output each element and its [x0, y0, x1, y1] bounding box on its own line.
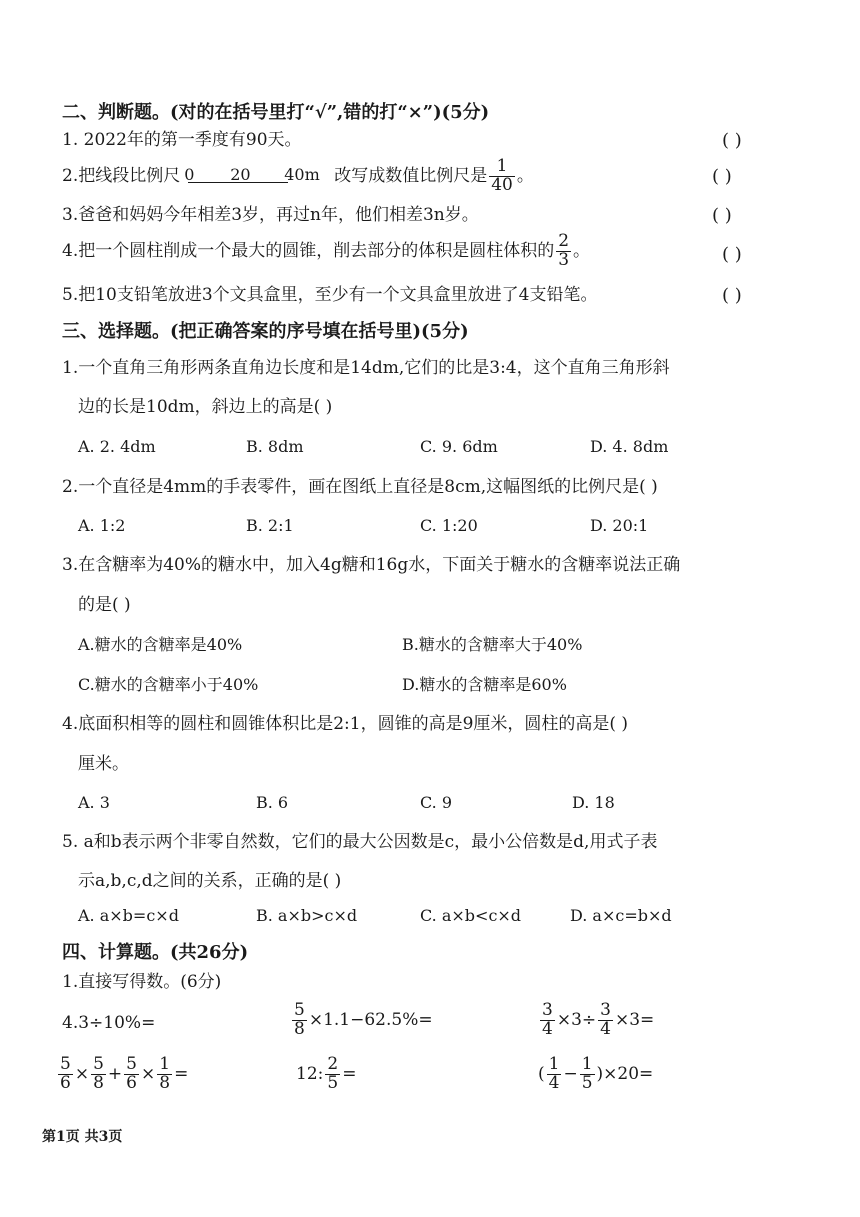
choice-q3-line2: 的是( )	[78, 595, 131, 615]
judge-question-1: 1. 2022年的第一季度有90天。	[62, 130, 302, 150]
calc-6-end: )×20=	[596, 1063, 654, 1084]
page-footer: 第1页 共3页	[42, 1129, 123, 1145]
numerator: 1	[159, 1054, 171, 1074]
numerator: 3	[600, 1000, 611, 1020]
choice-q2-option-c[interactable]: C. 1:20	[420, 516, 478, 535]
judge-q4-end: 。	[573, 240, 591, 261]
numerator: 1	[489, 158, 515, 177]
choice-q1-line2: 边的长是10dm，斜边上的高是( )	[78, 397, 333, 417]
denominator: 8	[93, 1072, 104, 1093]
section-4-sub-1: 1.直接写得数。(6分)	[62, 972, 222, 992]
choice-q3-option-b[interactable]: B.糖水的含糖率大于40%	[402, 635, 583, 654]
choice-q4-line2: 厘米。	[78, 754, 129, 774]
choice-q2-option-d[interactable]: D. 20:1	[590, 516, 649, 535]
calc-item-5	[296, 1056, 356, 1093]
calc-3-mid: ×3÷	[556, 1009, 597, 1030]
fraction-5-6	[58, 1056, 73, 1093]
numerator: 1	[548, 1054, 560, 1074]
denominator: 4	[542, 1018, 553, 1039]
fraction-3-4-second	[598, 1002, 613, 1039]
choice-q5-option-c[interactable]: C. a×b<c×d	[420, 906, 522, 925]
calc-4-end: =	[174, 1063, 189, 1084]
scale-tick-20: 20	[230, 165, 251, 185]
choice-q1-option-a[interactable]: A. 2. 4dm	[78, 437, 156, 456]
denominator: 8	[294, 1018, 305, 1039]
calc-item-4	[56, 1056, 188, 1093]
choice-q5-line1: 5. a和b表示两个非零自然数，它们的最大公因数是c，最小公倍数是d,用式子表	[62, 832, 658, 852]
calc-4-op2: +	[107, 1063, 123, 1084]
judge-q2-prefix: 2.把线段比例尺	[62, 165, 181, 186]
fraction-5-8	[292, 1002, 307, 1039]
calc-6-op: −	[563, 1063, 578, 1084]
section-3-title: 三、选择题。(把正确答案的序号填在括号里)(5分)	[62, 321, 469, 342]
calc-item-1: 4.3÷10%=	[62, 1013, 156, 1033]
fraction-3-4	[540, 1002, 555, 1039]
judge-q2-middle: 改写成数值比例尺是	[334, 165, 488, 186]
choice-q2: 2.一个直径是4mm的手表零件，画在图纸上直径是8cm,这幅图纸的比例尺是( )	[62, 477, 658, 497]
answer-paren-judge-2[interactable]: ( )	[712, 166, 732, 187]
denominator: 5	[581, 1072, 593, 1093]
fraction-2-3	[556, 233, 571, 270]
denominator: 5	[327, 1072, 339, 1093]
choice-q3-line1: 3.在含糖率为40%的糖水中，加入4g糖和16g水，下面关于糖水的含糖率说法正确	[62, 555, 681, 575]
judge-q2-end: 。	[516, 165, 534, 186]
choice-q4-option-c[interactable]: C. 9	[420, 793, 453, 812]
section-2-title: 二、判断题。(对的在括号里打“√”,错的打“×”)(5分)	[62, 102, 490, 123]
scale-tick-0: 0	[184, 165, 195, 185]
numerator: 3	[542, 1000, 553, 1020]
answer-paren-judge-4[interactable]: ( )	[722, 244, 742, 265]
fraction-2-5	[325, 1056, 340, 1093]
answer-paren-judge-5[interactable]: ( )	[722, 285, 742, 306]
choice-q1-line1: 1.一个直角三角形两条直角边长度和是14dm,它们的比是3:4，这个直角三角形斜	[62, 358, 670, 378]
fraction-5-6-b	[124, 1056, 139, 1093]
choice-q3-option-a[interactable]: A.糖水的含糖率是40%	[78, 635, 243, 654]
numerator: 5	[93, 1054, 104, 1074]
numerator: 1	[581, 1054, 593, 1074]
calc-4-op1: ×	[74, 1063, 90, 1084]
denominator: 6	[126, 1072, 137, 1093]
choice-q2-option-a[interactable]: A. 1:2	[78, 516, 126, 535]
judge-question-2	[62, 158, 534, 195]
denominator: 4	[548, 1072, 560, 1093]
numerator: 5	[60, 1054, 71, 1074]
answer-paren-judge-3[interactable]: ( )	[712, 205, 732, 226]
choice-q4-option-a[interactable]: A. 3	[78, 793, 110, 812]
calc-6-open: (	[538, 1063, 545, 1084]
choice-q4-option-d[interactable]: D. 18	[572, 793, 615, 812]
numerator: 5	[294, 1000, 305, 1020]
choice-q5-option-d[interactable]: D. a×c=b×d	[570, 906, 672, 925]
fraction-1-4	[547, 1056, 562, 1093]
answer-paren-judge-1[interactable]: ( )	[722, 130, 742, 151]
calc-item-3	[538, 1002, 654, 1039]
numerator: 5	[126, 1054, 137, 1074]
calc-item-6	[538, 1056, 653, 1093]
judge-question-5: 5.把10支铅笔放进3个文具盒里，至少有一个文具盒里放进了4支铅笔。	[62, 285, 598, 305]
calc-5-pre: 12:	[296, 1063, 324, 1084]
numerator: 2	[558, 231, 570, 251]
choice-q5-option-a[interactable]: A. a×b=c×d	[78, 906, 179, 925]
choice-q4-line1: 4.底面积相等的圆柱和圆锥体积比是2:1，圆锥的高是9厘米，圆柱的高是( )	[62, 714, 629, 734]
choice-q2-option-b[interactable]: B. 2:1	[246, 516, 294, 535]
choice-q3-option-d[interactable]: D.糖水的含糖率是60%	[402, 675, 567, 694]
fraction-1-8	[157, 1056, 172, 1093]
choice-q4-option-b[interactable]: B. 6	[256, 793, 289, 812]
choice-q5-option-b[interactable]: B. a×b>c×d	[256, 906, 358, 925]
choice-q1-option-b[interactable]: B. 8dm	[246, 437, 304, 456]
calc-2-rest: ×1.1−62.5%=	[308, 1009, 433, 1030]
choice-q3-option-c[interactable]: C.糖水的含糖率小于40%	[78, 675, 259, 694]
line-segment-scale	[182, 163, 328, 189]
calc-item-2	[290, 1002, 433, 1039]
section-4-title: 四、计算题。(共26分)	[62, 942, 249, 963]
denominator: 40	[491, 174, 513, 195]
denominator: 4	[600, 1018, 611, 1039]
denominator: 3	[558, 249, 570, 270]
fraction-5-8-b	[91, 1056, 106, 1093]
choice-q1-option-c[interactable]: C. 9. 6dm	[420, 437, 498, 456]
choice-q5-line2: 示a,b,c,d之间的关系，正确的是( )	[78, 871, 342, 891]
judge-question-4	[62, 233, 590, 270]
calc-3-end: ×3=	[614, 1009, 655, 1030]
calc-5-end: =	[342, 1063, 357, 1084]
numerator: 2	[327, 1054, 339, 1074]
fraction-1-40	[489, 158, 515, 195]
choice-q1-option-d[interactable]: D. 4. 8dm	[590, 437, 669, 456]
calc-4-op3: ×	[140, 1063, 156, 1084]
denominator: 6	[60, 1072, 71, 1093]
judge-q4-prefix: 4.把一个圆柱削成一个最大的圆锥，削去部分的体积是圆柱体积的	[62, 240, 555, 261]
judge-question-3: 3.爸爸和妈妈今年相差3岁，再过n年，他们相差3n岁。	[62, 205, 479, 225]
denominator: 8	[159, 1072, 171, 1093]
scale-tick-40m: 40m	[284, 165, 320, 185]
fraction-1-5	[580, 1056, 595, 1093]
